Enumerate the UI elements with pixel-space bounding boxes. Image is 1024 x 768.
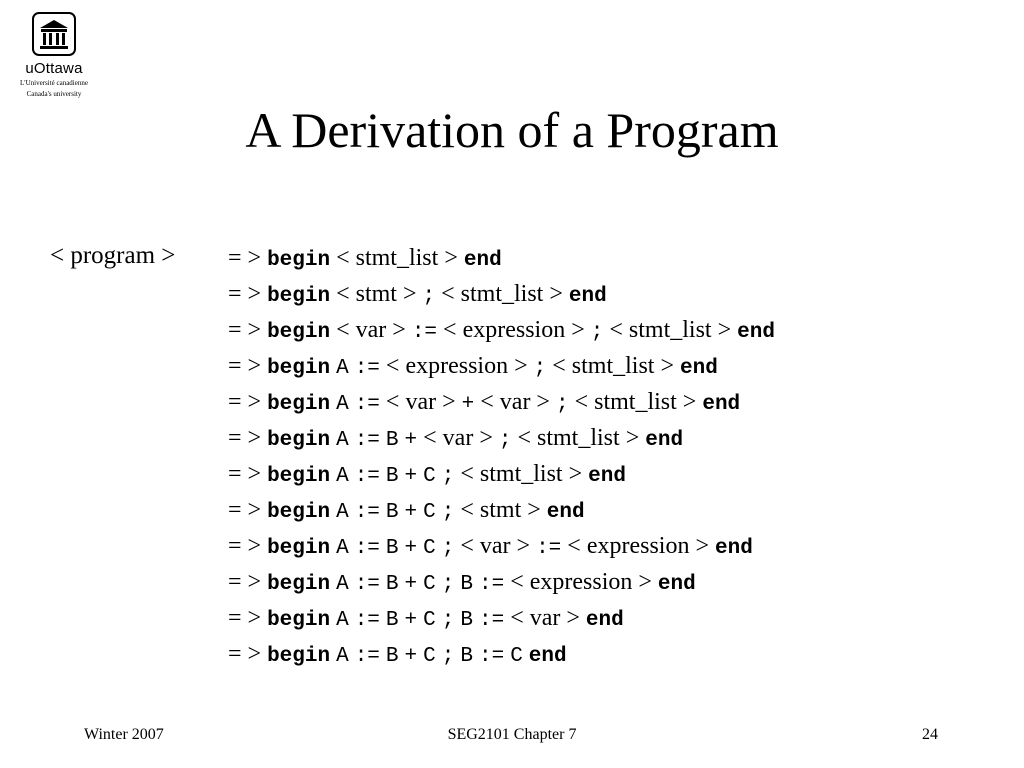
operator: + (404, 645, 418, 668)
terminal: A (336, 501, 349, 524)
nonterminal: < stmt_list > (574, 389, 697, 415)
nonterminal: < stmt_list > (336, 245, 458, 271)
keyword: begin (267, 573, 331, 596)
terminal: B (385, 537, 399, 560)
derives-arrow: = > (228, 245, 262, 271)
terminal: C (510, 645, 523, 668)
nonterminal: < stmt_list > (517, 425, 640, 451)
terminal: A (336, 645, 349, 668)
nonterminal: < var > (385, 389, 456, 415)
logo-tagline-fr: L'Université canadienne (20, 79, 88, 87)
derives-arrow: = > (228, 497, 262, 523)
university-building-icon (32, 12, 76, 56)
keyword: begin (267, 429, 331, 452)
terminal: A (336, 357, 349, 380)
derives-arrow: = > (228, 317, 262, 343)
nonterminal: < stmt_list > (460, 461, 583, 487)
derivation-step (228, 312, 775, 348)
operator: ; (422, 285, 436, 308)
terminal: C (423, 465, 436, 488)
operator: ; (441, 645, 455, 668)
derivation-start-symbol: < program > (50, 242, 176, 269)
terminal: B (385, 429, 399, 452)
derives-arrow: = > (228, 569, 262, 595)
terminal: A (336, 573, 349, 596)
nonterminal: < var > (510, 605, 580, 631)
logo-name: uOttawa (25, 60, 83, 77)
operator: := (411, 321, 438, 344)
derivation-step (228, 564, 775, 600)
operator: + (461, 393, 475, 416)
operator: + (404, 501, 418, 524)
terminal: C (423, 573, 436, 596)
operator: + (404, 537, 418, 560)
keyword: begin (267, 501, 331, 524)
keyword: begin (267, 537, 331, 560)
terminal: C (423, 645, 436, 668)
operator: ; (441, 609, 455, 632)
operator: ; (441, 465, 455, 488)
keyword: end (715, 537, 753, 560)
operator: := (354, 645, 380, 668)
nonterminal: < var > (460, 533, 531, 559)
operator: + (404, 609, 418, 632)
keyword: end (528, 645, 567, 668)
terminal: C (423, 609, 436, 632)
terminal: A (336, 429, 349, 452)
operator: := (354, 573, 380, 596)
keyword: end (463, 249, 502, 272)
derivation-step (228, 528, 775, 564)
operator: := (478, 609, 505, 632)
terminal: B (385, 645, 399, 668)
operator: := (354, 537, 380, 560)
keyword: end (645, 429, 684, 452)
footer-date: Winter 2007 (84, 726, 164, 743)
derivation-step (228, 456, 775, 492)
nonterminal: < var > (423, 425, 493, 451)
terminal: B (385, 501, 399, 524)
operator: := (354, 393, 380, 416)
derives-arrow: = > (228, 533, 262, 559)
derives-arrow: = > (228, 425, 262, 451)
slide-title: A Derivation of a Program (245, 102, 779, 158)
operator: := (478, 573, 505, 596)
derives-arrow: = > (228, 389, 262, 415)
nonterminal: < stmt > (460, 497, 541, 523)
operator: ; (533, 357, 547, 380)
derivation-step (228, 384, 775, 420)
operator: := (354, 357, 380, 380)
keyword: end (568, 285, 607, 308)
terminal: B (460, 573, 473, 596)
terminal: B (385, 609, 399, 632)
keyword: end (585, 609, 624, 632)
terminal: B (460, 609, 473, 632)
keyword: end (657, 573, 696, 596)
operator: ; (590, 321, 604, 344)
terminal: B (385, 465, 399, 488)
derivation-step (228, 348, 775, 384)
operator: ; (498, 429, 512, 452)
nonterminal: < expression > (443, 317, 585, 343)
terminal: A (336, 465, 349, 488)
operator: ; (555, 393, 569, 416)
nonterminal: < var > (480, 389, 550, 415)
keyword: begin (267, 285, 331, 308)
nonterminal: < stmt > (336, 281, 417, 307)
keyword: end (737, 321, 775, 344)
keyword: begin (267, 609, 331, 632)
keyword: end (588, 465, 626, 488)
derivation-step (228, 492, 775, 528)
derivation-step (228, 276, 775, 312)
operator: := (354, 465, 380, 488)
derivation-step (228, 600, 775, 636)
operator: ; (441, 537, 455, 560)
derives-arrow: = > (228, 605, 262, 631)
nonterminal: < expression > (385, 353, 528, 379)
derivation-steps (228, 240, 775, 672)
derivation-step (228, 420, 775, 456)
keyword: begin (267, 357, 331, 380)
nonterminal: < stmt_list > (552, 353, 675, 379)
operator: + (404, 429, 418, 452)
derives-arrow: = > (228, 281, 262, 307)
uottawa-logo (14, 12, 94, 99)
keyword: begin (267, 465, 331, 488)
operator: := (478, 645, 505, 668)
nonterminal: < expression > (567, 533, 710, 559)
nonterminal: < var > (336, 317, 406, 343)
logo-tagline-en: Canada's university (26, 90, 82, 98)
operator: := (354, 609, 380, 632)
keyword: begin (267, 321, 331, 344)
terminal: C (423, 501, 436, 524)
nonterminal: < stmt_list > (441, 281, 563, 307)
operator: := (354, 429, 380, 452)
footer-page-number: 24 (922, 726, 938, 743)
derives-arrow: = > (228, 353, 262, 379)
operator: := (536, 537, 562, 560)
keyword: end (702, 393, 741, 416)
terminal: A (336, 393, 349, 416)
terminal: A (336, 537, 349, 560)
keyword: end (546, 501, 585, 524)
terminal: A (336, 609, 349, 632)
terminal: B (460, 645, 473, 668)
keyword: begin (267, 249, 331, 272)
derivation-step (228, 240, 775, 276)
terminal: C (423, 537, 436, 560)
keyword: end (680, 357, 718, 380)
nonterminal: < stmt_list > (609, 317, 732, 343)
terminal: B (385, 573, 399, 596)
derives-arrow: = > (228, 461, 262, 487)
operator: ; (441, 573, 455, 596)
derivation-step (228, 636, 775, 672)
keyword: begin (267, 645, 331, 668)
operator: ; (441, 501, 455, 524)
footer-course: SEG2101 Chapter 7 (447, 726, 577, 743)
nonterminal: < expression > (510, 569, 652, 595)
operator: + (404, 465, 418, 488)
operator: + (404, 573, 418, 596)
operator: := (354, 501, 380, 524)
derives-arrow: = > (228, 641, 262, 667)
keyword: begin (267, 393, 331, 416)
